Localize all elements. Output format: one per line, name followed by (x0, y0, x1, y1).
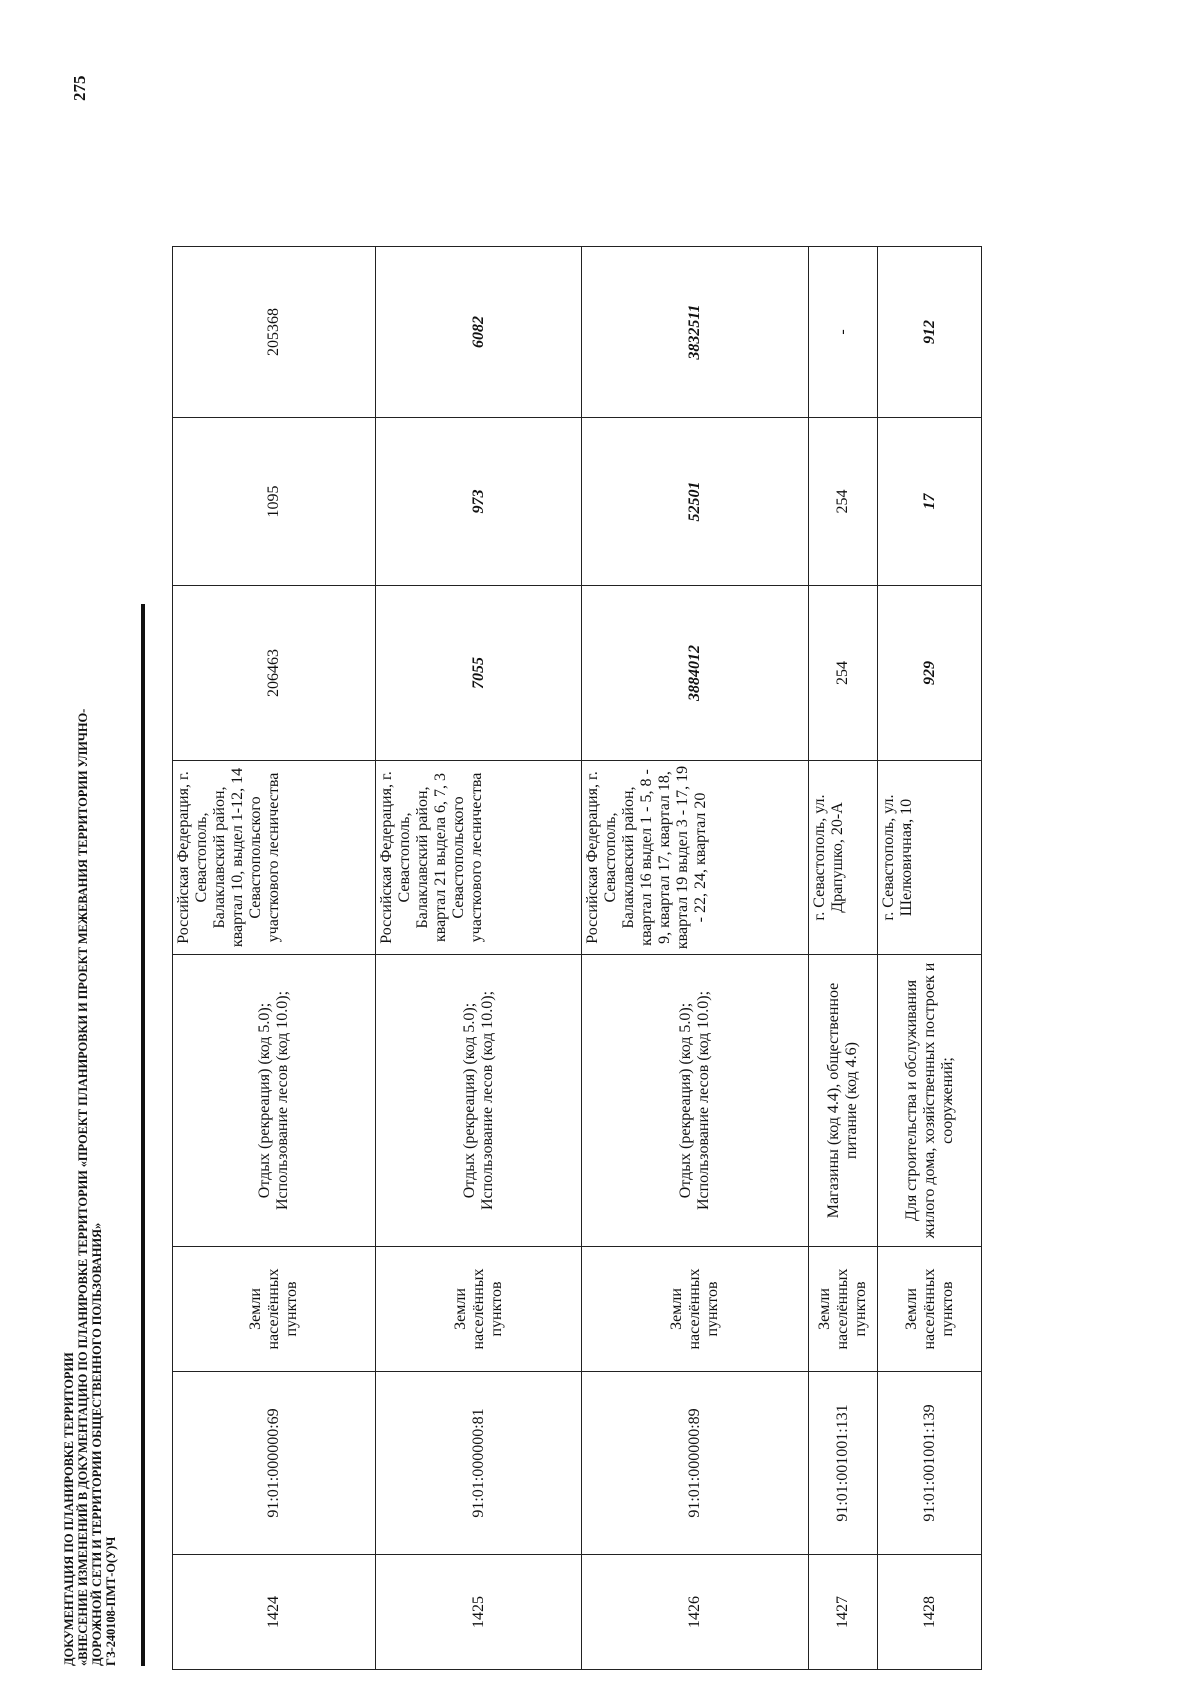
area-excluded: 52501 (582, 418, 809, 586)
permitted-use: Отдых (рекреация) (код 5.0); Использование лесов (код 10.0); (173, 955, 376, 1247)
area-remaining: 912 (878, 247, 982, 418)
area-total: 3884012 (582, 586, 809, 761)
land-category: Земли населённых пунктов (582, 1247, 809, 1372)
header-line: «ВНЕСЕНИЕ ИЗМЕНЕНИЙ В ДОКУМЕНТАЦИЮ ПО ПЛАНИРОВКЕ ТЕРРИТОРИИ «ПРОЕКТ ПЛАНИРОВКИ И ПРОЕКТ МЕЖЕВАНИЯ ТЕРРИТОРИИ УЛИЧНО- (76, 708, 90, 1666)
land-plot-table (172, 246, 982, 1670)
address: Российская Федерация, г. Севастополь, Балаклавский район, квартал 16 выдел 1 - 5, 8 - 9, квартал 17, квартал 18, квартал 19 выдел 3 - 17, 19 - 22, 24, квартал 20 (582, 761, 809, 955)
area-excluded: 973 (376, 418, 582, 586)
page-number: 275 (70, 75, 89, 101)
cadastral-number: 91:01:000000:69 (173, 1372, 376, 1555)
area-total: 7055 (376, 586, 582, 761)
table-row (376, 247, 582, 1670)
address: г. Севастополь, ул. Шелковичная, 10 (878, 761, 982, 955)
table-row (582, 247, 809, 1670)
land-category: Земли населённых пунктов (376, 1247, 582, 1372)
row-number: 1428 (878, 1555, 982, 1670)
area-total: 929 (878, 586, 982, 761)
land-category: Земли населённых пунктов (173, 1247, 376, 1372)
table-row (809, 247, 878, 1670)
address: Российская Федерация, г. Севастополь, Балаклавский район, квартал 21 выдела 6, 7, 3 Севастопольского участкового лесничества (376, 761, 582, 955)
table-row (173, 247, 376, 1670)
address: Российская Федерация, г. Севастополь, Балаклавский район, квартал 10, выдел 1-12, 14 Севастопольского участкового лесничества (173, 761, 376, 955)
cadastral-number: 91:01:000000:81 (376, 1372, 582, 1555)
permitted-use: Отдых (рекреация) (код 5.0); Использование лесов (код 10.0); (582, 955, 809, 1247)
header-line: ДОКУМЕНТАЦИЯ ПО ПЛАНИРОВКЕ ТЕРРИТОРИИ (62, 1352, 76, 1666)
row-number: 1426 (582, 1555, 809, 1670)
area-total: 254 (809, 586, 878, 761)
area-total: 206463 (173, 586, 376, 761)
area-excluded: 1095 (173, 418, 376, 586)
address: г. Севастополь, ул. Драпушко, 20-А (809, 761, 878, 955)
area-excluded: 17 (878, 418, 982, 586)
land-category: Земли населённых пунктов (809, 1247, 878, 1372)
area-remaining: 6082 (376, 247, 582, 418)
permitted-use: Для строительства и обслуживания жилого дома, хозяйственных построек и сооружений; (878, 955, 982, 1247)
area-remaining: 3832511 (582, 247, 809, 418)
area-excluded: 254 (809, 418, 878, 586)
document-header (62, 466, 118, 1666)
area-remaining: - (809, 247, 878, 418)
row-number: 1424 (173, 1555, 376, 1670)
permitted-use: Отдых (рекреация) (код 5.0); Использование лесов (код 10.0); (376, 955, 582, 1247)
cadastral-number: 91:01:001001:139 (878, 1372, 982, 1555)
header-line: ГЗ-240108-ПМТ-О(У)Ч (104, 1536, 118, 1666)
permitted-use: Магазины (код 4.4), общественное питание (код 4.6) (809, 955, 878, 1247)
header-rule (141, 604, 145, 1666)
cadastral-number: 91:01:001001:131 (809, 1372, 878, 1555)
area-remaining: 205368 (173, 247, 376, 418)
row-number: 1425 (376, 1555, 582, 1670)
header-line: ДОРОЖНОЙ СЕТИ И ТЕРРИТОРИИ ОБЩЕСТВЕННОГО ПОЛЬЗОВАНИЯ» (90, 1222, 104, 1666)
table-row (878, 247, 982, 1670)
row-number: 1427 (809, 1555, 878, 1670)
land-category: Земли населённых пунктов (878, 1247, 982, 1372)
cadastral-number: 91:01:000000:89 (582, 1372, 809, 1555)
